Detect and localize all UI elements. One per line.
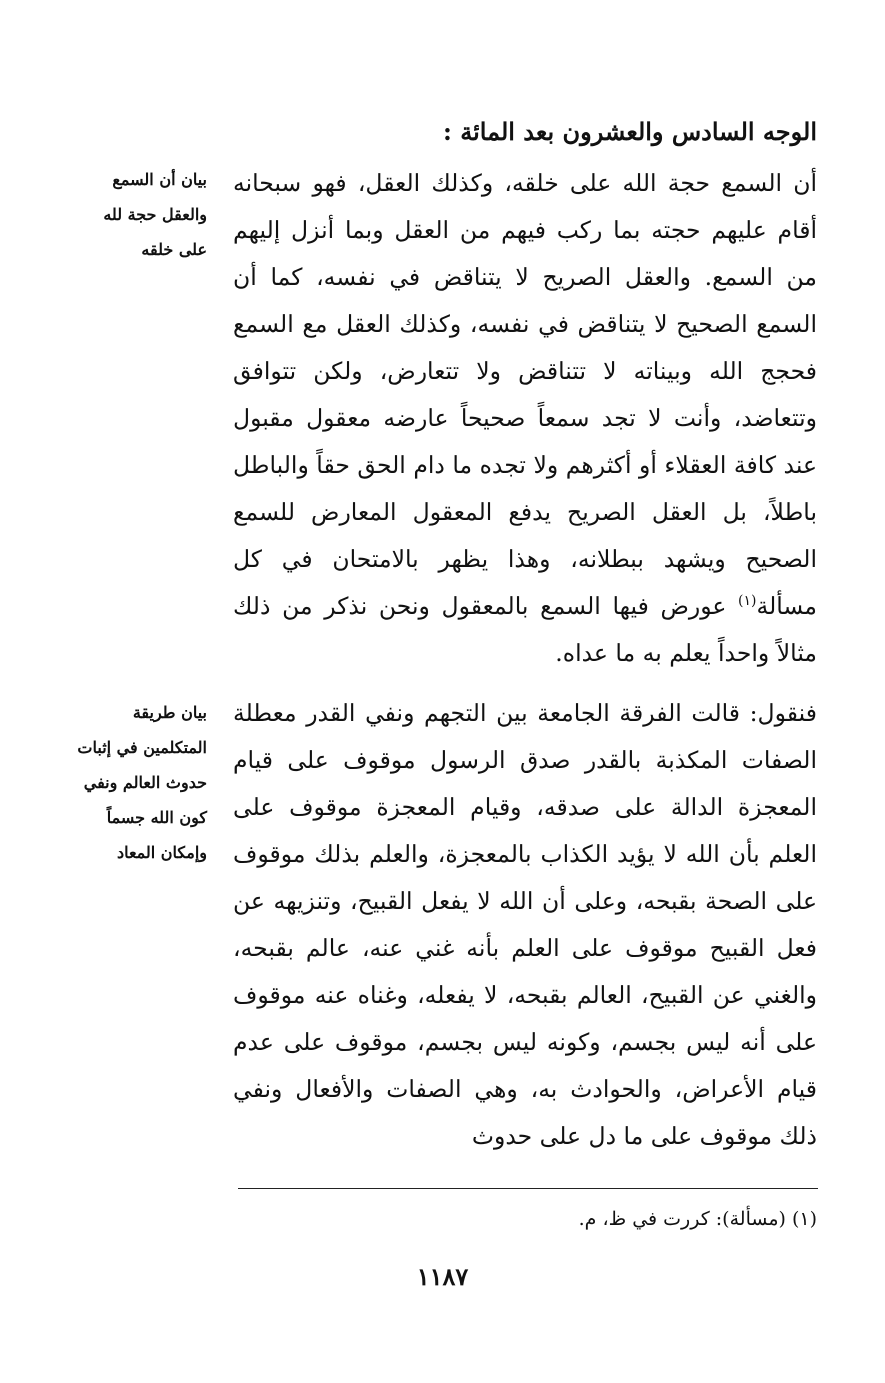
footnote-divider — [238, 1188, 818, 1189]
section-heading: الوجه السادس والعشرون بعد المائة : — [443, 117, 817, 146]
paragraph-2 — [233, 690, 817, 1160]
footnote: (١) (مسألة): كررت في ظ، م. — [578, 1208, 817, 1230]
page-number: ١١٨٧ — [416, 1262, 469, 1291]
paragraph-2-text: فنقول: قالت الفرقة الجامعة بين التجهم ونفي القدر معطلة الصفات المكذبة بالقدر صدق الرسول موقوف على قيام المعجزة الدالة على صدقه، وقيام المعجزة موقوف على العلم بأن الله لا يؤيد الكذاب بالمعجزة، والعلم بذلك موقوف على الصحة بقبحه، وعلى أن الله لا يفعل القبيح، وتنزيهه عن فعل القبيح موقوف على العلم بأنه غني عنه، عالم بقبحه، والغني عن القبيح، العالم بقبحه، لا يفعله، وغناه عنه موقوف على أنه ليس بجسم، وكونه ليس بجسم، موقوف على عدم قيام الأعراض، والحوادث به، وهي الصفات والأفعال ونفي ذلك موقوف على ما دل على حدوث — [233, 699, 817, 1150]
footnote-ref[interactable]: (١) — [738, 593, 757, 610]
side-note-1: بيان أن السمع والعقل حجة لله على خلقه — [103, 170, 207, 259]
paragraph-1-text-after: عورض فيها السمع بالمعقول ونحن نذكر من ذلك مثالاً واحداً يعلم به ما عداه. — [233, 592, 817, 667]
paragraph-1-text: أن السمع حجة الله على خلقه، وكذلك العقل، فهو سبحانه أقام عليهم حجته بما ركب فيهم من العقل وبما أنزل إليهم من السمع. والعقل الصريح لا يتناقض في نفسه، كما أن السمع الصحيح لا يتناقض في نفسه، وكذلك العقل مع السمع فحجج الله وبيناته لا تتناقض ولا تتعارض، ولكن تتوافق وتتعاضد، وأنت لا تجد سمعاً صحيحاً عارضه معقول مقبول عند كافة العقلاء أو أكثرهم ولا تجده ما دام الحق حقاً والباطل باطلاً، بل العقل الصريح يدفع المعقول المعارض للسمع الصحيح ويشهد ببطلانه، وهذا يظهر بالامتحان في كل مسألة — [233, 169, 817, 620]
side-note-2: بيان طريقة المتكلمين في إثبات حدوث العالم ونفي كون الله جسماً وإمكان المعاد — [77, 703, 207, 862]
paragraph-1 — [233, 160, 817, 677]
